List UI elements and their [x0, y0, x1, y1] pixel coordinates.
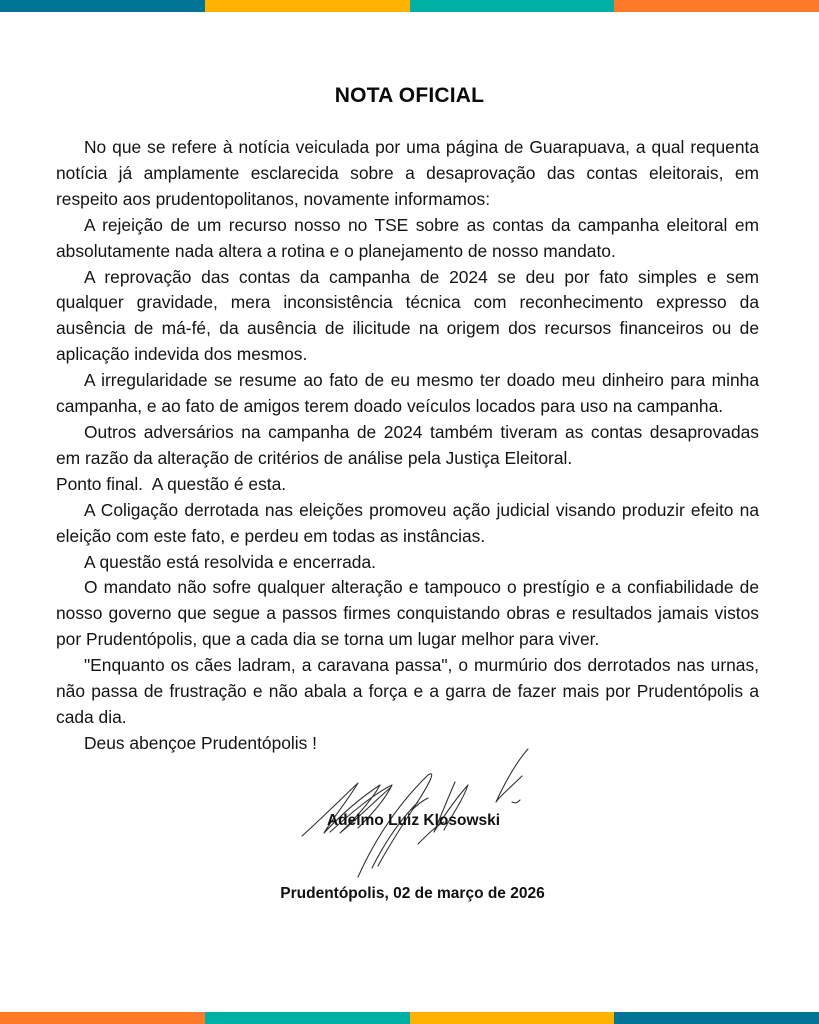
paragraph-intro: No que se refere à notícia veiculada por uma página de Guarapuava, a qual requenta notícia já amplamente esclarecida sobre a desaprovação das contas eleitorais, em respeito aos prudentopolitanos, novamente informamos: [56, 137, 759, 209]
top-bar-segment-yellow [205, 0, 410, 12]
bottom-bar-segment-blue [614, 1012, 819, 1024]
bottom-bar-segment-teal [205, 1012, 410, 1024]
bottom-bar-segment-orange [0, 1012, 205, 1024]
paragraph-coligacao: A Coligação derrotada nas eleições promoveu ação judicial visando produzir efeito na eleição com este fato, e perdeu em todas as instâncias. [56, 499, 759, 546]
handwritten-signature [300, 740, 560, 880]
signature-scribble-icon [300, 740, 560, 880]
paragraph-resolvida: A questão está resolvida e encerrada. [84, 551, 376, 572]
signature-stroke [496, 749, 528, 802]
signer-name: Adelmo Luiz Klosowski [326, 812, 501, 829]
bottom-bar-segment-yellow [410, 1012, 615, 1024]
paragraph-reprovacao: A reprovação das contas da campanha de 2024 se deu por fato simples e sem qualquer gravidade, mera inconsistência técnica com reconhecimento expresso da ausência de má-fé, da ausência de ilicitude na origem dos recursos financeiros ou de aplicação indevida dos mesmos. [56, 266, 759, 365]
paragraph-mandato: O mandato não sofre qualquer alteração e tampouco o prestígio e a confiabilidade de nosso governo que segue a passos firmes conquistando obras e resultados jamais vistos por Prudentópolis, que a cada dia se torna um lugar melhor para viver. [56, 577, 759, 650]
paragraph-tse-rejection: A rejeição de um recurso nosso no TSE sobre as contas da campanha eleitoral em absolutamente nada altera a rotina e o planejamento de nosso mandato. [56, 214, 759, 261]
paragraph-caravana: "Enquanto os cães ladram, a caravana passa", o murmúrio dos derrotados nas urnas, não passa de frustração e não abala a força e a garra de fazer mais por Prudentópolis a cada dia. [56, 655, 759, 727]
document-title: NOTA OFICIAL [334, 84, 485, 107]
paragraph-ponto-final: Ponto final. A questão é esta. [56, 473, 287, 494]
document-body [56, 135, 759, 757]
top-color-bar [0, 0, 819, 12]
paragraph-adversarios: Outros adversários na campanha de 2024 também tiveram as contas desaprovadas em razão da alteração de critérios de análise pela Justiça Eleitoral. [56, 421, 759, 468]
signature-stroke [512, 800, 520, 803]
paragraph-irregularidade: A irregularidade se resume ao fato de eu mesmo ter doado meu dinheiro para minha campanha, e ao fato de amigos terem doado veículos locados para uso na campanha. [56, 370, 759, 417]
signature-stroke [412, 798, 428, 810]
top-bar-segment-teal [410, 0, 615, 12]
bottom-color-bar [0, 1012, 819, 1024]
place-and-date: Prudentópolis, 02 de março de 2026 [280, 885, 545, 902]
top-bar-segment-blue [0, 0, 205, 12]
paragraph-blessing: Deus abençoe Prudentópolis ! [84, 732, 317, 753]
top-bar-segment-orange [614, 0, 819, 12]
